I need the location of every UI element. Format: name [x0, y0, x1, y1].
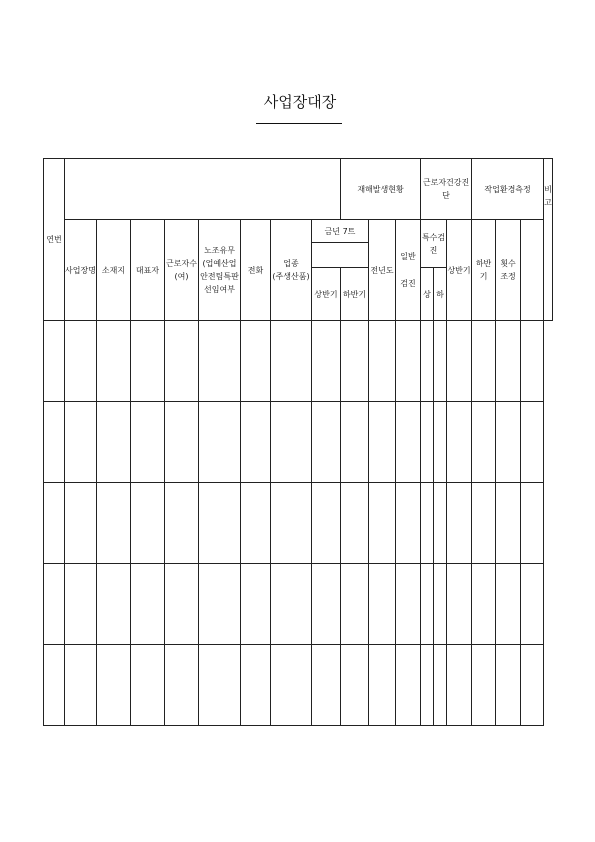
- table-cell[interactable]: [44, 402, 65, 483]
- second-half-header: [341, 268, 369, 321]
- table-cell[interactable]: [341, 321, 369, 402]
- remarks-header: [544, 159, 553, 321]
- worker-health-header: [421, 159, 472, 220]
- table-cell[interactable]: [241, 321, 271, 402]
- table-cell[interactable]: [241, 402, 271, 483]
- workplace-register-table: [43, 158, 553, 726]
- worker-count-female-label: (여): [174, 272, 189, 281]
- table-cell[interactable]: [521, 645, 544, 726]
- table-cell[interactable]: [131, 483, 165, 564]
- table-cell[interactable]: [521, 483, 544, 564]
- table-cell[interactable]: [131, 564, 165, 645]
- table-cell[interactable]: [369, 402, 396, 483]
- representative-header: [131, 220, 165, 321]
- union-label-line2: (업예산업: [202, 259, 237, 268]
- previous-year-label: 전년도: [370, 265, 394, 275]
- representative-label: 대표자: [135, 265, 160, 275]
- table-cell[interactable]: [341, 483, 369, 564]
- industry-product-label: (주생산품): [272, 272, 310, 281]
- env-first-half-header: [447, 220, 472, 321]
- table-cell[interactable]: [44, 321, 65, 402]
- worker-count-header: [165, 220, 199, 321]
- table-cell[interactable]: [97, 483, 131, 564]
- table-cell[interactable]: [131, 321, 165, 402]
- table-cell[interactable]: [472, 483, 496, 564]
- location-label: 소재지: [101, 265, 126, 275]
- work-environment-header: [472, 159, 544, 220]
- table-cell[interactable]: [44, 483, 65, 564]
- table-cell[interactable]: [341, 564, 369, 645]
- workplace-name-label: 사업장명: [65, 265, 96, 275]
- special-upper-header: [421, 268, 434, 321]
- table-cell[interactable]: [65, 402, 97, 483]
- work-environment-label: 작업환경측정: [484, 184, 531, 194]
- industry-label: 업종: [283, 259, 299, 268]
- table-cell[interactable]: [496, 402, 521, 483]
- table-cell[interactable]: [165, 483, 199, 564]
- table-cell[interactable]: [496, 564, 521, 645]
- table-cell[interactable]: [472, 564, 496, 645]
- disaster-status-label: 재해발생현황: [357, 184, 404, 194]
- measurement-count-label-line2: 조정: [500, 272, 516, 281]
- current-year-header: [312, 220, 369, 243]
- table-cell[interactable]: [165, 645, 199, 726]
- table-cell[interactable]: [434, 564, 447, 645]
- table-cell[interactable]: [496, 321, 521, 402]
- special-lower-header: [434, 268, 447, 321]
- union-label-line1: 노조유무: [204, 246, 235, 255]
- table-cell[interactable]: [199, 564, 241, 645]
- table-cell[interactable]: [199, 645, 241, 726]
- table-cell[interactable]: [271, 321, 312, 402]
- general-checkup-header: [396, 220, 421, 321]
- table-cell[interactable]: [65, 483, 97, 564]
- table-cell[interactable]: [496, 483, 521, 564]
- table-cell[interactable]: [447, 321, 472, 402]
- worker-count-label: 근로자수: [166, 259, 197, 268]
- table-cell[interactable]: [447, 645, 472, 726]
- table-cell[interactable]: [312, 321, 341, 402]
- measurement-count-header: [496, 220, 521, 321]
- env-second-half-header: [472, 220, 496, 321]
- table-cell[interactable]: [165, 321, 199, 402]
- table-cell[interactable]: [369, 483, 396, 564]
- table-cell[interactable]: [421, 402, 434, 483]
- table-cell[interactable]: [369, 321, 396, 402]
- table-cell[interactable]: [271, 402, 312, 483]
- table-cell[interactable]: [447, 402, 472, 483]
- table-cell[interactable]: [271, 483, 312, 564]
- table-cell[interactable]: [521, 402, 544, 483]
- table-cell[interactable]: [447, 483, 472, 564]
- table-cell[interactable]: [312, 483, 341, 564]
- union-header: [199, 220, 241, 321]
- table-cell[interactable]: [472, 402, 496, 483]
- remarks-label: 비고: [544, 185, 552, 207]
- table-cell[interactable]: [271, 564, 312, 645]
- document-title: 사업장대장: [263, 93, 337, 111]
- first-half-header: [312, 268, 341, 321]
- table-cell[interactable]: [97, 402, 131, 483]
- table-cell[interactable]: [199, 483, 241, 564]
- special-lower-label: 하: [436, 289, 444, 299]
- special-checkup-header: [421, 220, 447, 268]
- env-first-half-label: 상반기: [447, 265, 471, 275]
- table-cell[interactable]: [396, 564, 421, 645]
- table-cell[interactable]: [199, 321, 241, 402]
- general-checkup-label-line1: 일반: [400, 252, 416, 261]
- table-cell[interactable]: [165, 402, 199, 483]
- special-checkup-label: 특수검진: [421, 232, 446, 255]
- title-underline: [256, 123, 342, 124]
- table-cell[interactable]: [421, 483, 434, 564]
- second-half-label: 하반기: [342, 289, 367, 299]
- blank-header-band: [65, 159, 341, 220]
- worker-health-label: 근로자건강진단: [422, 178, 470, 200]
- serial-number-header: [44, 159, 65, 321]
- table-cell[interactable]: [434, 483, 447, 564]
- table-cell[interactable]: [44, 564, 65, 645]
- table-cell[interactable]: [312, 564, 341, 645]
- current-year-label: 금년 7트: [324, 226, 356, 236]
- table-cell[interactable]: [341, 402, 369, 483]
- disaster-status-header: [341, 159, 421, 220]
- table-cell[interactable]: [97, 321, 131, 402]
- table-cell[interactable]: [312, 402, 341, 483]
- previous-year-header: [369, 220, 396, 321]
- table-cell[interactable]: [521, 564, 544, 645]
- phone-header: [241, 220, 271, 321]
- special-upper-label: 상: [423, 289, 431, 299]
- table-cell[interactable]: [341, 645, 369, 726]
- current-year-divider: [312, 243, 369, 268]
- table-cell[interactable]: [434, 402, 447, 483]
- table-cell[interactable]: [369, 645, 396, 726]
- measurement-count-label-line1: 횟수: [500, 259, 516, 268]
- table-row: [44, 483, 553, 564]
- industry-header: [271, 220, 312, 321]
- serial-number-label: 연번: [46, 235, 62, 244]
- table-row: [44, 402, 553, 483]
- table-cell[interactable]: [434, 645, 447, 726]
- union-label-line4: 선임여부: [204, 285, 235, 294]
- table-cell[interactable]: [421, 321, 434, 402]
- table-cell[interactable]: [241, 645, 271, 726]
- table-cell[interactable]: [65, 645, 97, 726]
- table-cell[interactable]: [421, 564, 434, 645]
- env-second-half-label: 하반기: [475, 259, 492, 281]
- table-cell[interactable]: [271, 645, 312, 726]
- table-cell[interactable]: [241, 483, 271, 564]
- table-cell[interactable]: [396, 402, 421, 483]
- first-half-label: 상반기: [314, 289, 338, 299]
- table-cell[interactable]: [369, 564, 396, 645]
- table-row: [44, 321, 553, 402]
- table-cell[interactable]: [131, 402, 165, 483]
- table-row: [44, 564, 553, 645]
- table-cell[interactable]: [97, 645, 131, 726]
- table-cell[interactable]: [65, 564, 97, 645]
- table-cell[interactable]: [97, 564, 131, 645]
- table-cell[interactable]: [65, 321, 97, 402]
- table-cell[interactable]: [199, 402, 241, 483]
- table-cell[interactable]: [44, 645, 65, 726]
- table-cell[interactable]: [131, 645, 165, 726]
- table-cell[interactable]: [396, 645, 421, 726]
- table-cell[interactable]: [396, 483, 421, 564]
- general-checkup-label-line2: 검진: [400, 279, 416, 288]
- table-cell[interactable]: [434, 321, 447, 402]
- table-cell[interactable]: [521, 321, 544, 402]
- table-cell[interactable]: [396, 321, 421, 402]
- location-header: [97, 220, 131, 321]
- table-cell[interactable]: [165, 564, 199, 645]
- workplace-name-header: [65, 220, 97, 321]
- table-cell[interactable]: [472, 645, 496, 726]
- union-label-line3: 안전팀특판: [200, 272, 239, 281]
- table-cell[interactable]: [312, 645, 341, 726]
- table-cell[interactable]: [496, 645, 521, 726]
- table-cell[interactable]: [447, 564, 472, 645]
- table-cell[interactable]: [421, 645, 434, 726]
- phone-label: 전화: [247, 265, 264, 275]
- table-cell[interactable]: [241, 564, 271, 645]
- table-row: [44, 645, 553, 726]
- table-cell[interactable]: [472, 321, 496, 402]
